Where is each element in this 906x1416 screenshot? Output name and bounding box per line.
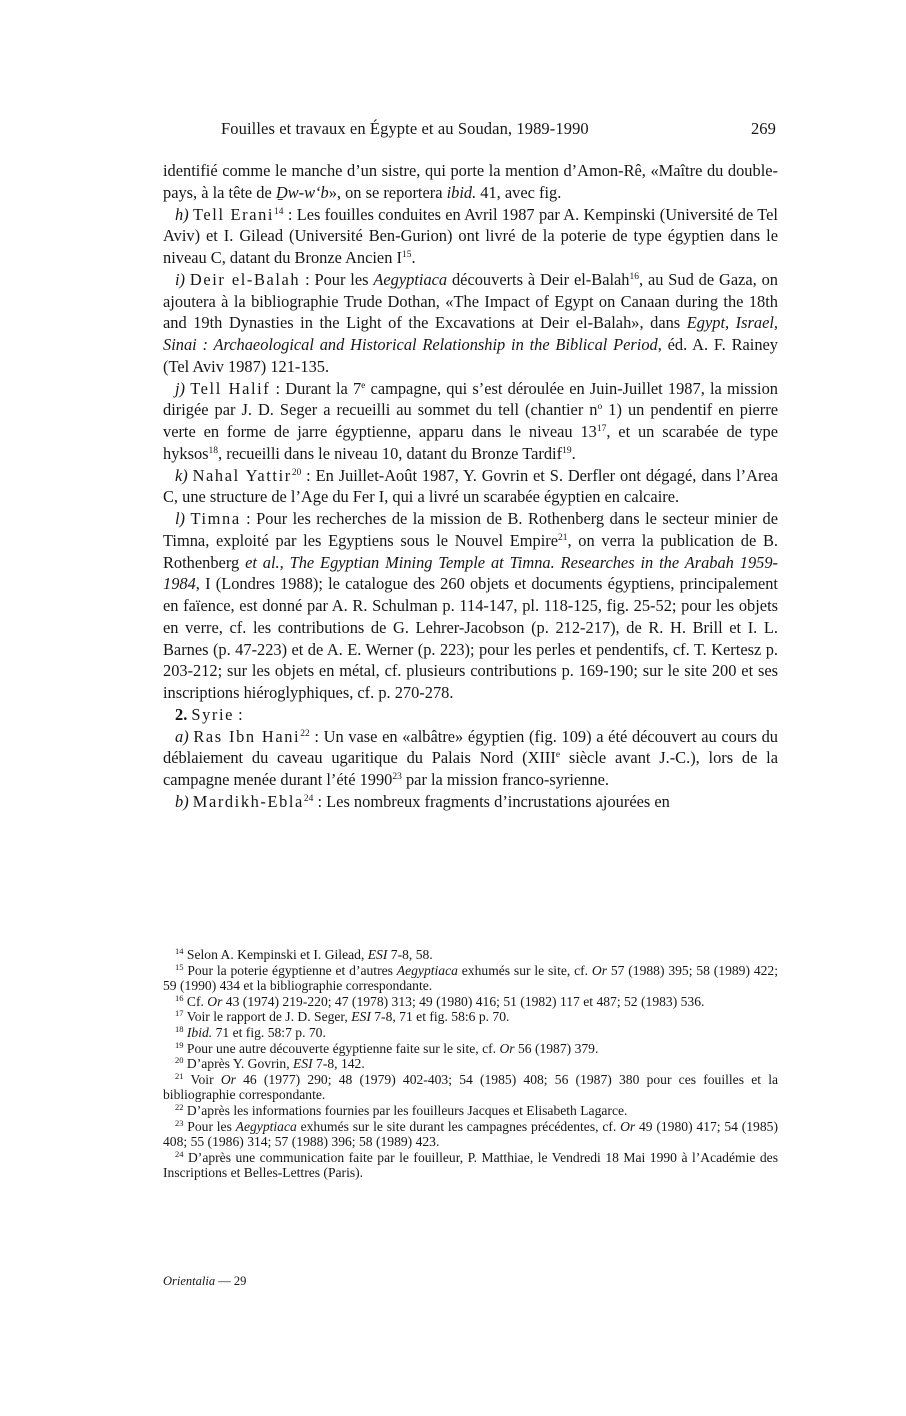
footnotes [163, 947, 778, 1181]
footnote-15: $^{15}$ Pour la poterie égyptienne et d’autres Aegyptiaca exhumés sur le site, cf. Or 57 (1988) 395; 58 (1989) 422; 59 (1990) 434 et la bibliographie correspondante. [163, 961, 778, 994]
section-heading-syrie: 2. Syrie : [175, 704, 243, 724]
entry-letter: l) [175, 509, 186, 528]
entry-mardikh-ebla: b) Mardikh-Ebla$^{24}$ : Les nombreux fragments d’incrustations ajourées en [175, 791, 670, 811]
entry-nahal-yattir: k) Nahal Yattir$^{20}$ : En Juillet-Août 1987, Y. Govrin et S. Derfler ont dégagé, dans l’Area C, une structure de l’Age du Fer I, qui a livré un scarabée égyptien en calcaire. [163, 465, 778, 507]
footnote-ref: 18 [208, 445, 219, 456]
footnote-ref: 14 [274, 206, 284, 217]
footnote-ref: 20 [291, 467, 302, 478]
site-name: Timna [190, 509, 241, 528]
site-name: Mardikh-Ebla [192, 791, 304, 811]
footnote-ref: 17 [596, 424, 607, 434]
entry-letter: a) [175, 726, 189, 746]
footnote-20: $^{20}$ D’après Y. Govrin, ESI 7-8, 142. [175, 1055, 365, 1072]
section-number: 2. [175, 704, 188, 724]
footnote-19: $^{19}$ Pour une autre découverte égyptienne faite sur le site, cf. Or 56 (1987) 379. [175, 1039, 599, 1056]
entry-tell-halif: j) Tell Halif : Durant la 7e campagne, qui s’est déroulée en Juin-Juillet 1987, la mission dirigée par J. D. Seger a recueilli au sommet du tell (chantier $n^o$ 1) un pendentif en pierre verte en forme de jarre égyptienne, apparu dans le niveau $13^{17}$, et un scarabée de type hyksos$^{18}$, recueilli dans le niveau 10, datant du Bronze Tardif$^{19}$. [163, 378, 778, 463]
site-name: Nahal Yattir [192, 465, 292, 485]
footnote-ref: 15 [401, 250, 412, 260]
site-name: Deir el-Balah [189, 269, 301, 289]
footnote-21: $^{21}$ Voir Or 46 (1977) 290; 48 (1979) 402-403; 54 (1985) 408; 56 (1987) 380 pour ces fouilles et la bibliographie correspondante. [163, 1070, 779, 1103]
signature-footer: Orientalia — 29 [163, 1274, 247, 1288]
main-text [163, 160, 778, 813]
footnote-24: $^{24}$ D’après une communication faite par le fouilleur, P. Matthiae, le Vendredi 18 Mai 1990 à l’Académie des Inscriptions et Belles-Lettres (Paris). [163, 1148, 778, 1181]
entry-tell-erani: h) Tell Erani$^{14}$ : Les fouilles conduites en Avril 1987 par A. Kempinski (Université de Tel Aviv) et I. Gilead (Université Ben-Gurion) ont livré de la poterie de type égyptien dans le niveau C, datant du Bronze Ancien $I^{15}$. [163, 204, 778, 267]
entry-letter: b) [175, 791, 189, 811]
footnote-23: $^{23}$ Pour les Aegyptiaca exhumés sur le site durant les campagnes précédentes, cf. Or 49 (1980) 417; 54 (1985) 408; 55 (1986) 314; 57 (1988) 396; 58 (1989) 423. [163, 1117, 778, 1150]
footnote-18: $^{18}$ Ibid. 71 et fig. 58:7 p. 70. [175, 1023, 326, 1040]
entry-timna: l) Timna : Pour les recherches de la mission de B. Rothenberg dans le secteur minier de Timna, exploité par les Egyptiens sous le Nouvel Empire$^{21}$, on verra la publication de B. Rothenberg et al., The Egyptian Mining Temple at Timna. Researches in the Arabah 1959-1984, I (Londres 1988); le catalogue des 260 objets et documents égyptiens, principalement en faïence, est donné par A. R. Schulman p. 114-147, pl. 118-125, fig. 25-52; pour les objets en verre, cf. les contributions de G. Lehrer-Jacobson (p. 212-217), de R. H. Brill et I. L. Barnes (p. 47-223) et de A. E. Werner (p. 223); pour les perles et pendentifs, cf. T. Kertesz p. 203-212; sur les objets en métal, cf. plusieurs contributions p. 169-190; sur le site 200 et ses inscriptions hiéroglyphiques, cf. p. 270-278. [163, 509, 778, 702]
footnote-ref: 19 [562, 445, 572, 456]
footnote-ref: 16 [629, 271, 639, 282]
footnote-ref: 23 [392, 772, 402, 782]
running-title: Fouilles et travaux en Égypte et au Soudan, 1989-1990 [221, 119, 589, 138]
site-name: Ras Ibn Hani [193, 726, 301, 746]
footnote-ref: 21 [557, 532, 568, 543]
journal-name: Orientalia [163, 1274, 216, 1288]
paragraph-continuation: identifié comme le manche d’un sistre, qui porte la mention d’Amon-Rê, «Maître du double-pays, à la tête de Ḏw-w‘b», on se reportera ibid. 41, avec fig. [163, 161, 778, 202]
footnote-ref: 22 [300, 728, 310, 739]
footnote-16: $^{16}$ Cf. Or 43 (1974) 219-220; 47 (1978) 313; 49 (1980) 416; 51 (1982) 117 et 487; 52 (1983) 536. [175, 992, 705, 1009]
entry-ras-ibn-hani: a) Ras Ibn Hani$^{22}$ : Un vase en «albâtre» égyptien (fig. 109) a été découvert au cours du déblaiement du caveau ugaritique du Palais Nord (XIIIe siècle avant J.-C.), lors de la campagne menée durant l’été 1990$^{23}$ par la mission franco-syrienne. [163, 726, 778, 789]
footnote-17: $^{17}$ Voir le rapport de J. D. Seger, ESI 7-8, 71 et fig. 58:6 p. 70. [175, 1008, 510, 1025]
site-name: Tell Erani [192, 204, 275, 224]
page-number: 269 [750, 119, 776, 138]
entry-letter: j) [175, 378, 186, 398]
entry-letter: k) [175, 465, 188, 485]
site-name: Tell Halif [190, 378, 271, 398]
entry-deir-el-balah: i) Deir el-Balah : Pour les Aegyptiaca découverts à Deir el-Balah$^{16}$, au Sud de Gaza, on ajoutera à la bibliographie Trude Dothan, «The Impact of Egypt on Canaan during the 18th and 19th Dynasties in the Light of the Excavations at Deir el-Balah», dans Egypt, Israel, Sinai : Archaeological and Historical Relationship in the Biblical Period, éd. A. F. Rainey (Tel Aviv 1987) 121-135. [163, 269, 779, 376]
entry-letter: h) [175, 204, 189, 224]
footnote-ref: 24 [303, 793, 314, 804]
section-title: Syrie [191, 704, 235, 724]
sheet-number: 29 [233, 1274, 247, 1288]
footnote-22: $^{22}$ D’après les informations fournies par les fouilleurs Jacques et Elisabeth Lagarce. [175, 1101, 628, 1118]
footnote-14: $^{14}$ Selon A. Kempinski et I. Gilead, ESI 7-8, 58. [175, 946, 433, 962]
entry-letter: i) [175, 269, 186, 289]
